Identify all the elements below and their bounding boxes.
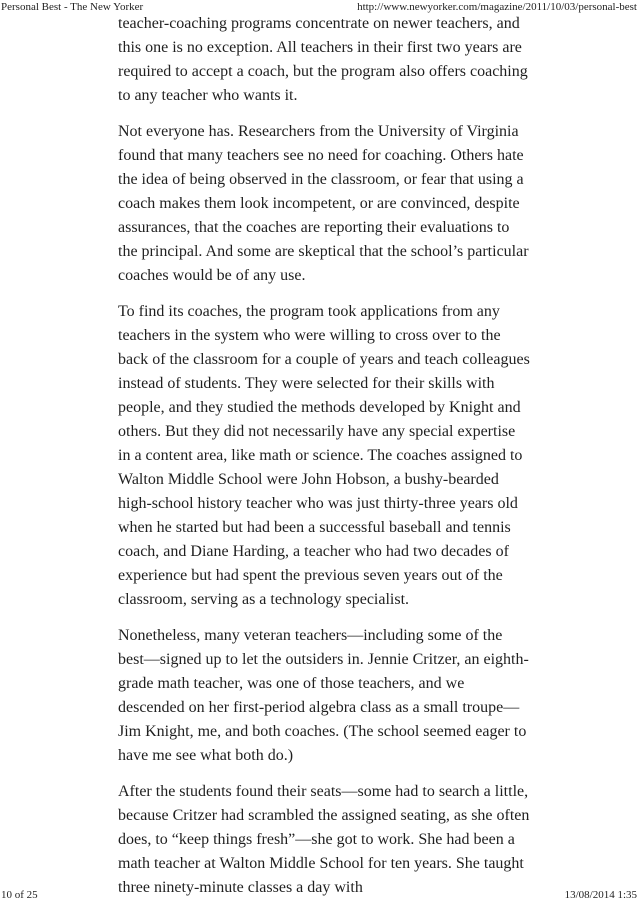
article-paragraph: Nonetheless, many veteran teachers—including some of the best—signed up to let the outsiders in. Jennie Critzer, an eighth-grade math teacher, was one of those teachers, and we descended on her first-period algebra class as a small troupe—Jim Knight, me, and both coaches. (The school seemed eager to have me see what both do.) [118,627,529,764]
article-paragraph: To find its coaches, the program took applications from any teachers in the system who were willing to cross over to the back of the classroom for a couple of years and teach colleagues instead of students. They were selected for their skills with people, and they studied the methods developed by Knight and others. But they did not necessarily have any special expertise in a content area, like math or science. The coaches assigned to Walton Middle School were John Hobson, a bushy-bearded high-school history teacher who was just thirty-three years old when he started but had been a successful baseball and tennis coach, and Diane Harding, a teacher who had two decades of experience but had spent the previous seven years out of the classroom, serving as a technology specialist. [118,303,530,608]
page-title: Personal Best - The New Yorker [1,1,144,13]
article-body [118,12,530,912]
article-paragraph: Not everyone has. Researchers from the University of Virginia found that many teachers see no need for coaching. Others hate the idea of being observed in the classroom, or fear that using a coach makes them look incompetent, or are convinced, despite assurances, that the coaches are reporting their evaluations to the principal. And some are skeptical that the school’s particular coaches would be of any use. [118,123,529,284]
page-number: 10 of 25 [1,889,38,901]
print-footer [0,889,638,903]
print-timestamp: 13/08/2014 1:35 [564,889,637,901]
page-url[interactable]: http://www.newyorker.com/magazine/2011/10/03/personal-best [357,1,637,13]
article-paragraph: After the students found their seats—some had to search a little, because Critzer had scrambled the assigned seating, as she often does, to “keep things fresh”—she got to work. She had been a math teacher at Walton Middle School for ten years. She taught three ninety-minute classes a day with [118,783,530,896]
article-paragraph: teacher-coaching programs concentrate on newer teachers, and this one is no exception. All teachers in their first two years are required to accept a coach, but the program also offers coaching to any teacher who wants it. [118,15,528,104]
